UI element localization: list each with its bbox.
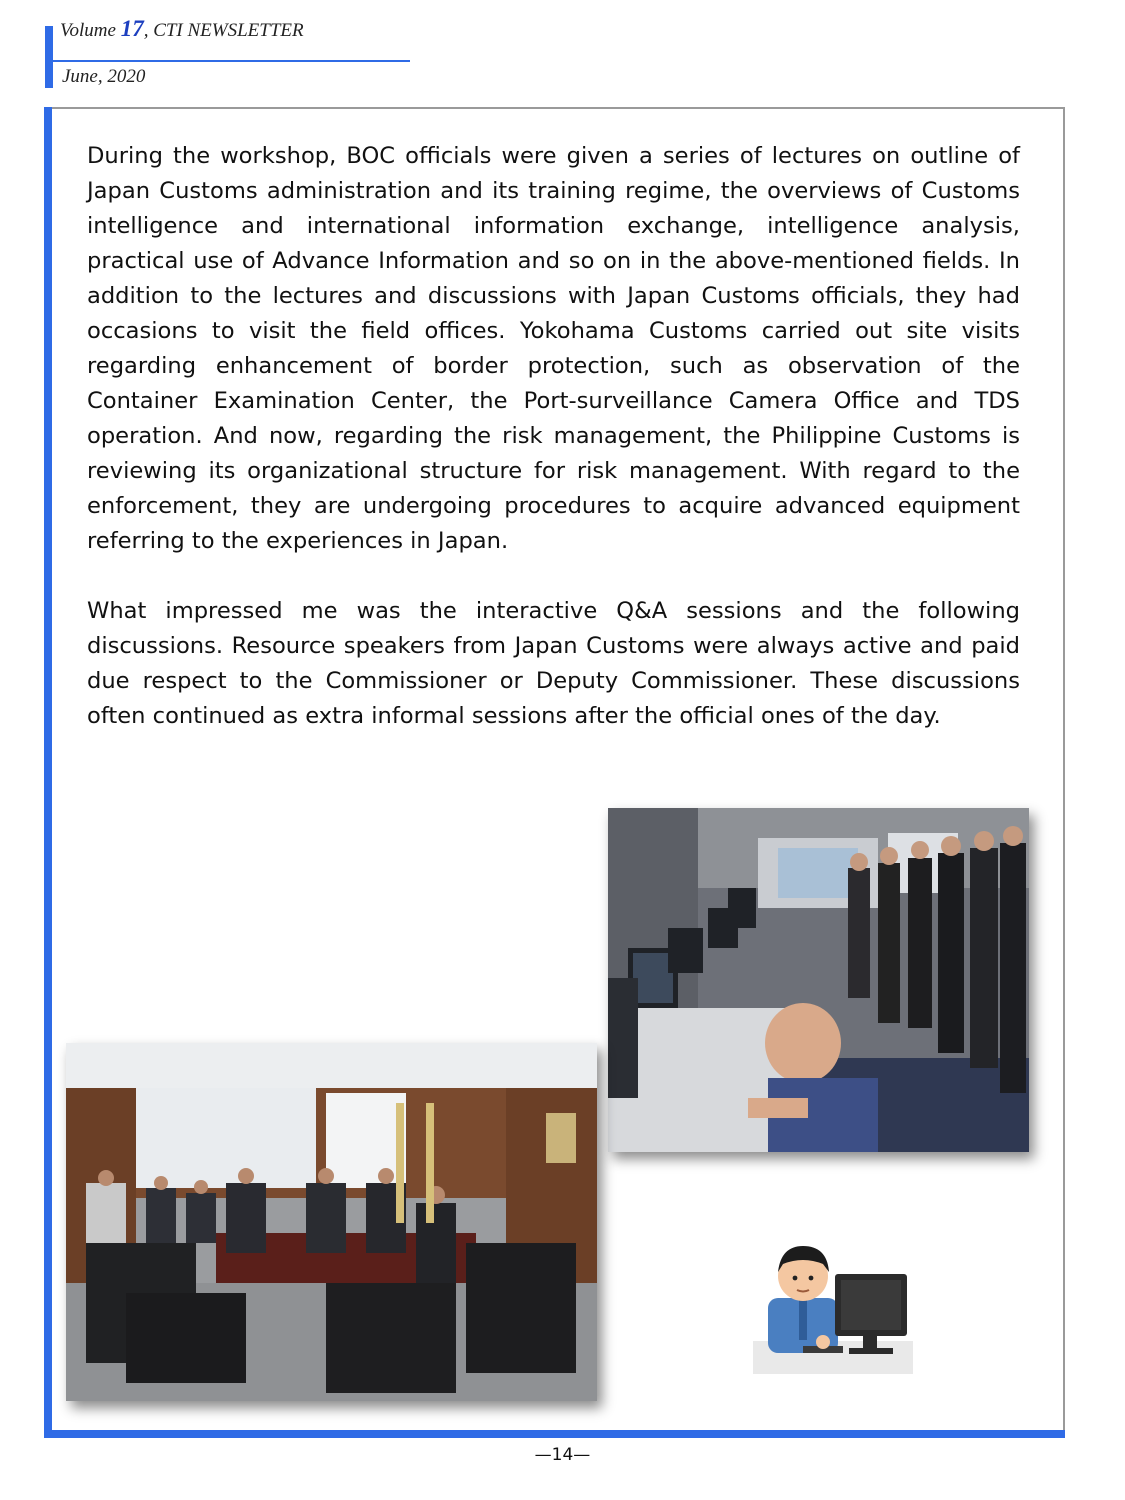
newsletter-volume xyxy=(60,16,304,42)
control-room-photo xyxy=(608,808,1029,1152)
header-divider xyxy=(53,60,410,62)
article-body xyxy=(87,139,1020,769)
issue-date: June, 2020 xyxy=(62,66,146,87)
volume-number: 17 xyxy=(120,16,144,41)
paragraph-2: What impressed me was the interactive Q&A sessions and the following discussions. Resource speakers from Japan Customs were always active and paid due respect to the Commissioner or Deputy Commissioner. These discussions often continued as extra informal sessions after the official ones of the day. xyxy=(87,598,1020,729)
meeting-room-photo xyxy=(66,1043,597,1401)
newsletter-title: , CTI NEWSLETTER xyxy=(143,20,304,41)
frame-bottom-accent xyxy=(44,1430,1065,1438)
page-number: —14— xyxy=(534,1445,591,1465)
volume-label: Volume xyxy=(60,20,116,41)
header-accent-bar xyxy=(45,26,53,88)
paragraph-1: During the workshop, BOC officials were given a series of lectures on outline of Japan Customs administration and its training regime, the overviews of Customs intelligence and international information exchange, intelligence analysis, practical use of Advance Information and so on in the above-mentioned fields. In addition to the lectures and discussions with Japan Customs officials, they had occasions to visit the field offices. Yokohama Customs carried out site visits regarding enhancement of border protection, such as observation of the Container Examination Center, the Port-surveillance Camera Office and TDS operation. And now, regarding the risk management, the Philippine Customs is reviewing its organizational structure for risk management. With regard to the enforcement, they are undergoing procedures to acquire advanced equipment referring to the experiences in Japan. xyxy=(87,143,1020,554)
worker-at-computer-illustration xyxy=(753,1228,913,1374)
frame-left-accent xyxy=(44,107,52,1438)
